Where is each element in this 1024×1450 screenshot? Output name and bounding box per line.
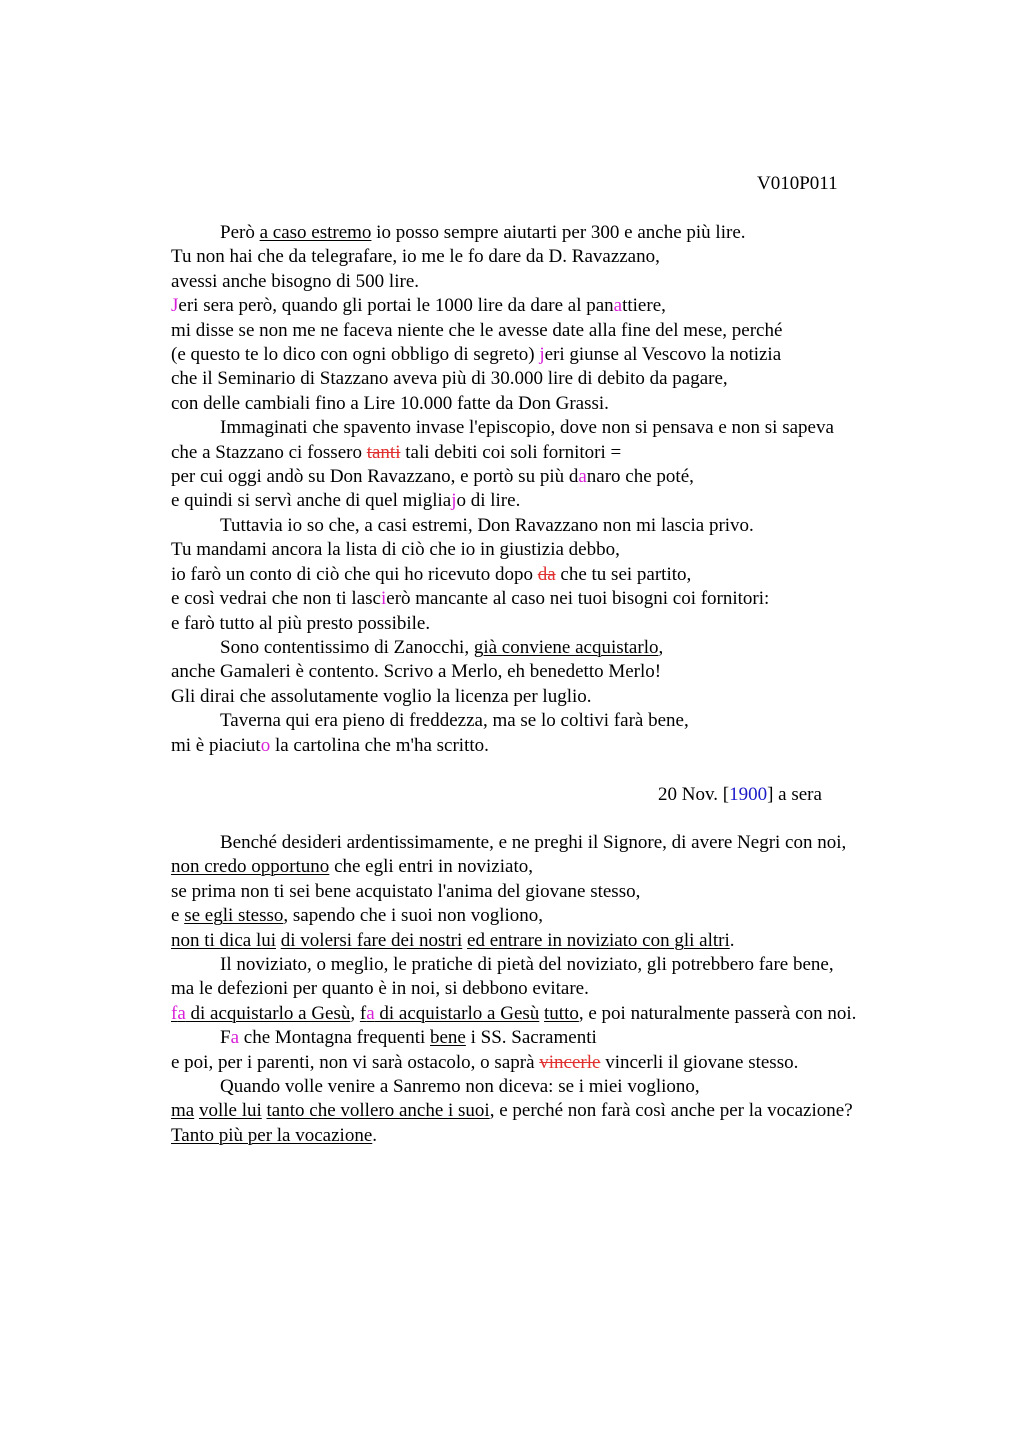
text-span: o di lire. (456, 490, 521, 512)
paragraph-block-2 (171, 831, 911, 1148)
text-line: Quando volle venire a Sanremo non diceva: se i miei vogliono, (220, 1076, 700, 1098)
text-span: che tu sei partito, (555, 563, 692, 585)
text-span: io farò un conto di ciò che qui ho ricevuto dopo (171, 563, 538, 585)
text-span: erò mancante al caso nei tuoi bisogni coi fornitori: (386, 588, 770, 610)
text-line (171, 734, 911, 758)
text-span: tali debiti coi soli fornitori = (400, 441, 622, 463)
text-span: mi è piaciut (171, 734, 261, 756)
text-line (171, 1051, 911, 1075)
text-line (171, 489, 911, 513)
text-line: Tu non hai che da telegrafare, io me le fo dare da D. Ravazzano, (171, 246, 660, 268)
text-line (171, 294, 911, 318)
inserted-letter: a (177, 1002, 186, 1024)
inserted-letter: a (230, 1027, 240, 1049)
deleted-text: vincerle (539, 1051, 601, 1073)
underlined-text: volle lui (198, 1100, 262, 1122)
inserted-letter: a (613, 295, 623, 317)
text-line: Immaginati che spavento invase l'episcopio, dove non si pensava e non si sapeva (220, 417, 834, 439)
text-line (171, 587, 911, 611)
underlined-text: Tanto più per la vocazione (171, 1124, 373, 1146)
underlined-text: bene (430, 1027, 466, 1049)
text-span: per cui oggi andò su Don Ravazzano, e portò su più d (171, 466, 579, 488)
text-span: eri giunse al Vescovo la notizia (544, 344, 782, 366)
inserted-letter: a (578, 466, 587, 488)
text-span: f (359, 1002, 367, 1024)
text-span: di acquistarlo a Gesù (374, 1002, 540, 1024)
text-line: avessi anche bisogno di 500 lire. (171, 270, 420, 292)
text-line (171, 1099, 911, 1123)
inserted-letter: j (539, 344, 545, 366)
text-span: eri sera però, quando gli portai le 1000 lire da dare al pan (178, 295, 614, 317)
text-line (171, 1124, 911, 1148)
text-line (171, 221, 911, 245)
inserted-letter: i (380, 588, 387, 610)
text-line: Tuttavia io so che, a casi estremi, Don Ravazzano non mi lascia privo. (220, 514, 754, 536)
text-span: e (171, 905, 185, 927)
text-line: se prima non ti sei bene acquistato l'anima del giovane stesso, (171, 880, 641, 902)
underlined-text: tanto che vollero anche i suoi (266, 1100, 490, 1122)
text-line: ma le defezioni per quanto è in noi, si debbono evitare. (171, 978, 589, 1000)
text-line (171, 563, 911, 587)
text-span: Sono contentissimo di Zanocchi, (220, 636, 474, 658)
inserted-letter: a (366, 1002, 375, 1024)
inserted-letter: J (171, 295, 179, 317)
date-year: 1900 (729, 784, 768, 805)
underlined-text: non ti dica lui (171, 929, 277, 951)
text-line (171, 1002, 911, 1026)
text-span: che a Stazzano ci fossero (171, 441, 367, 463)
text-line: Benché desideri ardentissimamente, e ne preghi il Signore, di avere Negri con noi, (220, 832, 847, 853)
text-span: F (220, 1027, 231, 1049)
underlined-text: ma (171, 1100, 195, 1122)
deleted-text: da (537, 563, 556, 585)
text-span: io posso sempre aiutarti per 300 e anche più lire. (371, 222, 746, 243)
underlined-text: già conviene acquistarlo (473, 636, 659, 658)
text-span: che Montagna frequenti (239, 1027, 430, 1049)
deleted-text: tanti (366, 441, 401, 463)
text-line: e farò tutto al più presto possibile. (171, 612, 431, 634)
text-span: (e questo te lo dico con ogni obbligo di segreto) (171, 344, 540, 366)
text-span: i SS. Sacramenti (465, 1027, 597, 1049)
inserted-letter: o (260, 734, 271, 756)
underlined-text: tutto (544, 1002, 579, 1024)
underlined-text: a caso estremo (259, 222, 372, 243)
text-span: la cartolina che m'ha scritto. (270, 734, 489, 756)
text-line (171, 929, 911, 953)
underlined-text (171, 1003, 350, 1024)
text-span: che egli entri in noviziato, (329, 856, 533, 878)
date-prefix: 20 Nov. [ (658, 784, 730, 805)
text-line: anche Gamaleri è contento. Scrivo a Merlo, eh benedetto Merlo! (171, 661, 662, 683)
paragraph-block-1 (171, 221, 911, 758)
text-line (171, 855, 911, 879)
text-span: e così vedrai che non ti lasc (171, 588, 381, 610)
date-suffix: ] a sera (767, 784, 822, 805)
text-line: che il Seminario di Stazzano aveva più di 30.000 lire di debito da pagare, (171, 368, 728, 390)
text-line (171, 441, 911, 465)
text-line: mi disse se non me ne faceva niente che le avesse date alla fine del mese, perché (171, 319, 783, 341)
text-line (171, 904, 911, 928)
text-span: , e poi naturalmente passerà con noi. (578, 1002, 857, 1024)
text-line (171, 465, 911, 489)
text-line: Tu mandami ancora la lista di ciò che io in giustizia debbo, (171, 539, 620, 561)
text-span: e quindi si servì anche di quel miglia (171, 490, 452, 512)
inserted-letter: f (171, 1002, 178, 1024)
text-span: Però (220, 222, 260, 243)
text-span: , (658, 636, 664, 658)
underlined-text (360, 1003, 539, 1024)
underlined-text: di volersi fare dei nostri (280, 929, 463, 951)
underlined-text: ed entrare in noviziato con gli altri (467, 929, 730, 951)
underlined-text: non credo opportuno (171, 856, 330, 878)
text-line (171, 1026, 911, 1050)
inserted-letter: j (451, 490, 457, 512)
page-id: V010P011 (757, 173, 838, 194)
date-heading (658, 783, 822, 807)
text-span: ttiere, (622, 295, 666, 317)
text-span: , (350, 1002, 360, 1024)
text-span: e poi, per i parenti, non vi sarà ostacolo, o saprà (171, 1051, 540, 1073)
underlined-text: se egli stesso (184, 905, 284, 927)
text-span: . (729, 929, 735, 951)
text-line: Gli dirai che assolutamente voglio la licenza per luglio. (171, 685, 592, 707)
text-span: , sapendo che i suoi non vogliono, (283, 905, 544, 927)
text-span: di acquistarlo a Gesù (185, 1002, 351, 1024)
text-line (171, 636, 911, 660)
text-span: vincerli il giovane stesso. (600, 1051, 799, 1073)
text-line (171, 343, 911, 367)
text-span: , e perché non farà così anche per la vocazione? (489, 1100, 853, 1122)
text-line: Taverna qui era pieno di freddezza, ma se lo coltivi farà bene, (220, 710, 689, 732)
text-line: Il noviziato, o meglio, le pratiche di pietà del noviziato, gli potrebbero fare bene, (220, 954, 834, 976)
text-line: con delle cambiali fino a Lire 10.000 fatte da Don Grassi. (171, 392, 609, 414)
text-span: naro che poté, (586, 466, 694, 488)
text-span: . (372, 1124, 378, 1146)
